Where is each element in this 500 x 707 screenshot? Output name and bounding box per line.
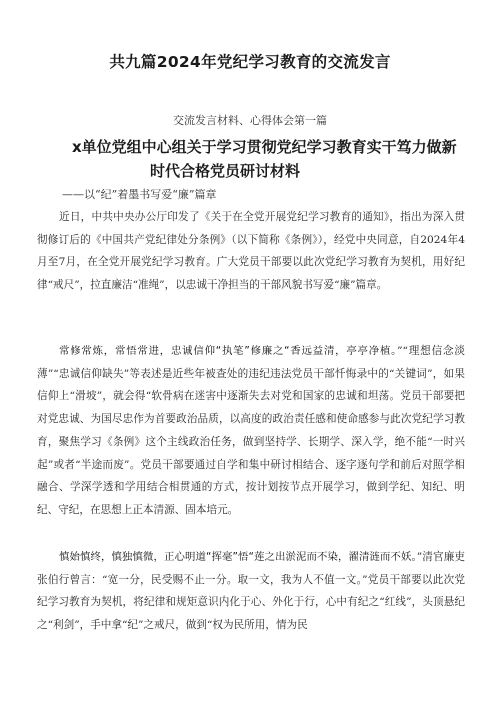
article-heading-line-2: 时代合格党员研讨材料 bbox=[150, 162, 301, 180]
article-subtitle: ——以“纪”着墨书写爱“廉”篇章 bbox=[62, 188, 217, 201]
section-label: 交流发言材料、心得体会第一篇 bbox=[173, 114, 327, 127]
paragraph-2-body: ”“理想信念淡薄”“忠诚信仰缺失”等表述是近些年被查处的违纪违法党员干部忏悔录中的“关键词”，如果信仰上“滑坡”，就会得“软骨病在迷害中逐渐失去对党和国家的忠诚和坦荡。党员干部要把对党忠诚、为国尽忠作为首要政治品质，以高度的政治责任感和使命感参与此次党纪学习教育，聚焦学习《条例》这个主线政治任务，做到坚持学、长期学、深入学，绝不能“一时兴起”或者“半途而废”。党员干部要通过自学和集中研讨相结合、逐字逐句学和前后对照学相融合、学深学透和学用结合相贯通的方式，按计划按节点开展学习，做到学纪、知纪、明纪、守纪，在思想上正本清源、固本培元。 bbox=[37, 345, 465, 516]
article-heading-line-1: x单位党组中心组关于学习贯彻党纪学习教育实干笃力做新 bbox=[72, 138, 457, 156]
paragraph-3-lead: 慎始慎终，慎独慎微，正心明道“挥毫”悟“莲之出淤泥而不染，濯清涟而不妖。 bbox=[59, 551, 417, 563]
paragraph-3 bbox=[37, 546, 465, 637]
document-title: 共九篇2024年党纪学习教育的交流发言 bbox=[109, 53, 391, 71]
paragraph-2-lead: 常修常炼，常悟常进，忠诚信仰“执笔”修廉之“香远益清，亭亭净植。 bbox=[59, 345, 398, 357]
paragraph-1: 近日，中共中央办公厅印发了《关于在全党开展党纪学习教育的通知》，指出为深入贯彻修订后的《中国共产党纪律处分条例》（以下简称《条例》），经党中央同意，自2024年4月至7月，在全党开展党纪学习教育。广大党员干部要以此次党纪学习教育为契机，用好纪律“戒尺”，拉直廉洁“准绳”，以忠诚干净担当的干部风貌书写爱“廉”篇章。 bbox=[37, 211, 465, 292]
paragraph-3-body: ”清官廉吏张伯行曾言：“宽一分，民受赐不止一分。取一文，我为人不值一文。”党员干部要以此次党纪学习教育为契机，将纪律和规矩意识内化于心、外化于行，心中有纪之“红线”，头顶悬纪之“利剑”，手中拿“纪”之戒尺，做到“权为民所用，情为民 bbox=[37, 551, 465, 632]
paragraph-2 bbox=[37, 340, 465, 522]
